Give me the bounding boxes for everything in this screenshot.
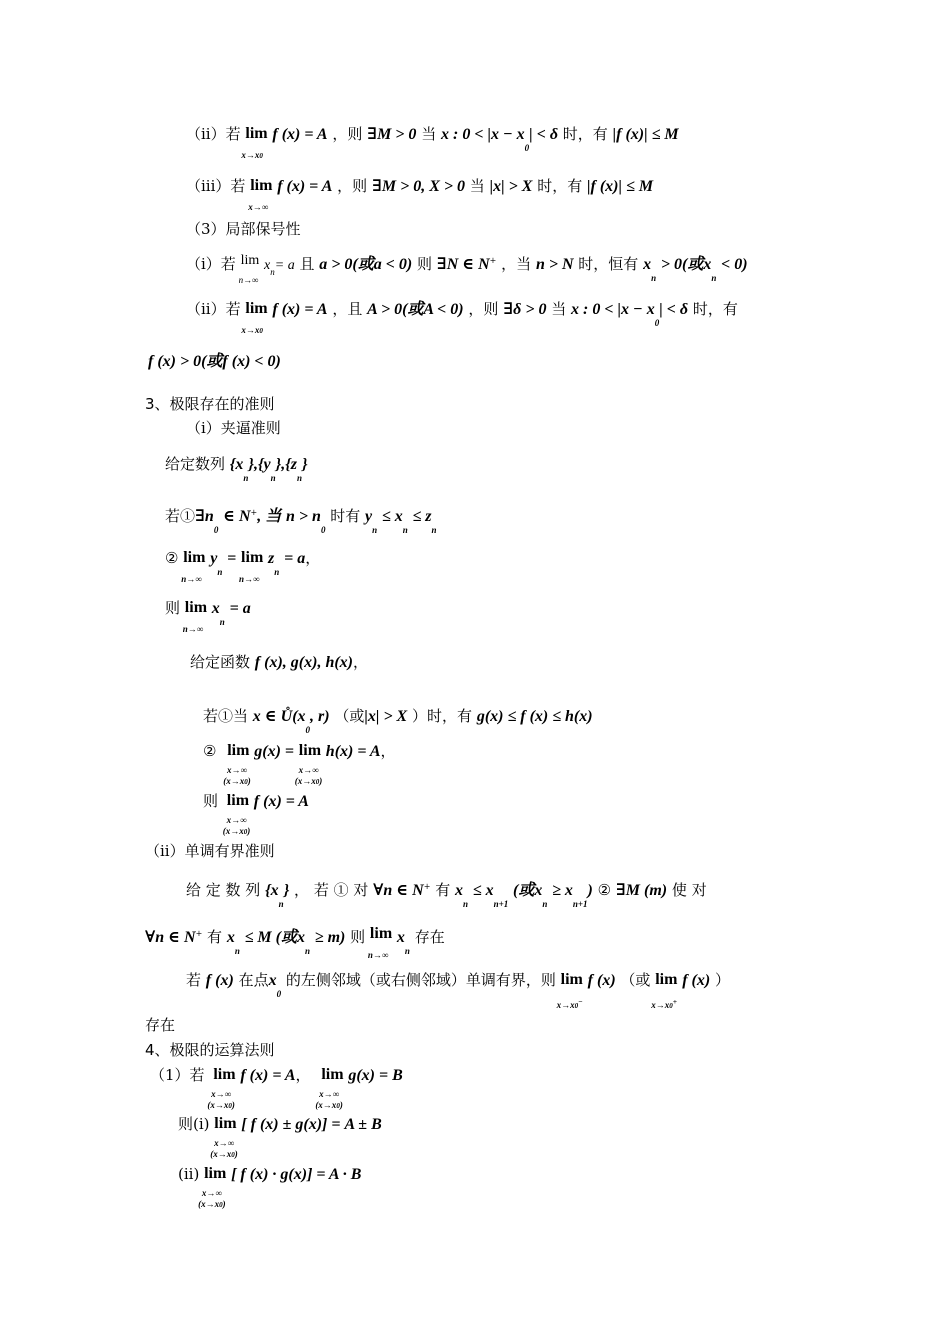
line-monotone-bound xyxy=(145,924,445,960)
expr: ) xyxy=(587,882,593,899)
lim-n-inf: lim n→∞ xyxy=(367,925,393,960)
lim-n-inf: lim n→∞ xyxy=(239,549,264,584)
text: ） xyxy=(714,971,730,989)
expr: A > 0(或A < 0) xyxy=(367,301,464,318)
lim-n-inf: lim n→∞ xyxy=(182,599,208,634)
expr: n > N xyxy=(535,256,574,273)
text: 时有 xyxy=(330,507,361,525)
expr: ∃N ∈ N xyxy=(436,256,490,273)
lim-x-x0: lim x→x0 xyxy=(241,125,268,160)
expr: , 当 xyxy=(257,508,282,525)
lim-x-inf-or-x0: lim x→∞ (x→x0) xyxy=(198,1165,227,1209)
text: ， xyxy=(305,549,321,567)
expr: n > n xyxy=(286,508,321,525)
text: 的左侧邻域（或右侧邻域）单调有界，则 xyxy=(285,971,556,989)
expr: f (x) xyxy=(205,972,234,989)
expr: |x| > X xyxy=(364,708,408,725)
expr: ≤ x xyxy=(381,508,403,525)
subscript: n xyxy=(278,899,284,909)
superscript: + xyxy=(195,929,203,938)
subscript: n xyxy=(462,899,468,909)
subscript: n xyxy=(297,473,303,483)
expr: > 0(或x xyxy=(660,256,712,273)
line-ii-bounded xyxy=(186,124,679,160)
lim-x-inf-or-x0: lim x→∞ (x→x0) xyxy=(294,742,323,786)
subheading-squeeze: （i）夹逼准则 xyxy=(186,419,281,437)
text: （或 xyxy=(620,971,651,989)
text: 有 xyxy=(207,928,223,946)
text: 则 xyxy=(203,792,219,810)
text: ，则 xyxy=(332,125,363,143)
expr: ∃M > 0 xyxy=(367,126,417,143)
expr: x xyxy=(396,929,405,946)
expr: x xyxy=(211,600,220,617)
text: ，当 xyxy=(501,255,532,273)
text: 有 xyxy=(435,881,451,899)
expr: f (x), g(x), h(x) xyxy=(254,654,353,671)
lim-right: lim x→x0+ xyxy=(651,971,678,1010)
expr: = a xyxy=(229,600,251,617)
subscript: 0 xyxy=(320,525,326,535)
line-squeeze-cond-1 xyxy=(165,503,437,535)
line-rule-product xyxy=(178,1164,362,1209)
expr: [ f (x) · g(x)] = A · B xyxy=(231,1166,362,1183)
text: 且 xyxy=(299,255,315,273)
text: 时，有 xyxy=(562,125,608,143)
subscript: n xyxy=(219,617,225,627)
text: ， 若 ① 对 xyxy=(294,881,369,899)
subheading-monotone-bounded: （ii）单调有界准则 xyxy=(145,842,275,860)
subscript: 0 xyxy=(276,989,282,999)
lim-x-inf-or-x0: lim x→∞ (x→x0) xyxy=(315,1066,344,1110)
expr: x xyxy=(454,882,463,899)
expr: ≥ x xyxy=(552,882,573,899)
expr: f (x) = A xyxy=(272,126,328,143)
expr: y xyxy=(210,550,218,567)
expr: g(x) ≤ f (x) ≤ h(x) xyxy=(476,708,593,725)
superscript: + xyxy=(489,256,497,265)
subscript: n xyxy=(404,946,410,956)
expr: ≤ z xyxy=(412,508,432,525)
text: ② xyxy=(165,549,179,567)
subscript: n xyxy=(270,267,275,277)
expr: x xyxy=(643,256,652,273)
expr: ≥ m) xyxy=(314,929,346,946)
subscript: 0 xyxy=(305,725,311,735)
line-squeeze-cond-2 xyxy=(165,548,321,584)
expr: | < δ xyxy=(529,126,559,143)
expr: f (x) = A xyxy=(272,301,328,318)
line-monotone-cond xyxy=(186,877,707,909)
text: 给定数列 xyxy=(165,455,226,473)
expr: = a xyxy=(284,550,306,567)
lim-n-inf: lim n→∞ xyxy=(181,549,206,584)
expr: g(x) = B xyxy=(348,1067,403,1084)
label: （ii）若 xyxy=(186,300,241,318)
section-local-sign: （3）局部保号性 xyxy=(186,220,301,238)
expr: (或x xyxy=(512,882,543,899)
text: 时，有 xyxy=(692,300,738,318)
line-rules-given xyxy=(150,1065,403,1110)
expr: |x| > X xyxy=(489,178,533,195)
heading-3-criteria: 3、极限存在的准则 xyxy=(145,395,275,413)
expr: = a xyxy=(274,258,295,273)
text: ，则 xyxy=(337,177,368,195)
line-rule-sum xyxy=(178,1114,382,1159)
line-func-squeeze-cond-1 xyxy=(203,706,593,735)
expr: f (x) xyxy=(587,972,616,989)
expr: ∃M (m) xyxy=(615,882,668,899)
expr: ≤ M (或x xyxy=(244,929,305,946)
expr: ∈ N xyxy=(223,508,251,525)
subscript: n xyxy=(304,946,310,956)
text: 则(i) xyxy=(178,1115,210,1133)
line-squeeze-result xyxy=(165,598,251,634)
subscript: n xyxy=(217,567,223,577)
expr: = xyxy=(227,550,237,567)
text: 当 xyxy=(551,300,567,318)
text: 则 xyxy=(416,255,432,273)
expr: a > 0(或a < 0) xyxy=(319,256,413,273)
line-exists: 存在 xyxy=(145,1016,176,1034)
expr: } xyxy=(283,882,290,899)
text: 给 定 数 列 xyxy=(186,881,261,899)
label: （iii）若 xyxy=(186,177,246,195)
line-one-sided-limit xyxy=(186,970,730,1010)
expr: x xyxy=(264,258,271,273)
superscript: + xyxy=(423,882,431,891)
expr: x ∈ Ů(x xyxy=(252,708,306,725)
text: 在点 xyxy=(238,971,269,989)
subscript: n+1 xyxy=(493,899,509,909)
subscript: n xyxy=(372,525,378,535)
text: （或 xyxy=(334,707,365,725)
expr: f (x) xyxy=(682,972,711,989)
expr: ∀n ∈ N xyxy=(373,882,424,899)
text: ，且 xyxy=(332,300,363,318)
text: ② xyxy=(203,742,217,760)
expr: f (x) = A xyxy=(253,793,309,810)
expr: {x xyxy=(265,882,279,899)
expr: },{z xyxy=(275,456,298,473)
label: （ii）若 xyxy=(186,125,241,143)
expr: h(x) = A xyxy=(325,743,381,760)
expr: ∃M > 0, X > 0 xyxy=(371,178,465,195)
subscript: 0 xyxy=(654,318,660,328)
expr: g(x) = xyxy=(254,743,295,760)
expr: f (x) = A xyxy=(240,1067,296,1084)
text: 若①当 xyxy=(203,707,249,725)
expr: ∃δ > 0 xyxy=(503,301,547,318)
lim-x-inf-or-x0: lim x→∞ (x→x0) xyxy=(210,1115,238,1159)
line-func-squeeze-result xyxy=(203,791,309,836)
expr: x xyxy=(226,929,235,946)
lim-n-inf: lim n→∞ xyxy=(238,253,260,285)
expr: f (x) = A xyxy=(277,178,333,195)
subscript: n xyxy=(711,273,717,283)
text: (ii) xyxy=(178,1165,200,1183)
line-f-sign: f (x) > 0(或f (x) < 0) xyxy=(148,353,281,370)
text: 则 xyxy=(165,599,181,617)
expr: y xyxy=(365,508,373,525)
expr: ∀n ∈ N xyxy=(145,929,196,946)
subscript: n xyxy=(270,473,276,483)
superscript: + xyxy=(250,508,258,517)
line-ii-function-sign xyxy=(186,299,738,335)
text: ）时，有 xyxy=(412,707,473,725)
heading-4-rules: 4、极限的运算法则 xyxy=(145,1041,275,1059)
text: ， xyxy=(353,653,369,671)
expr: x : 0 < |x − x xyxy=(441,126,525,143)
subscript: n xyxy=(651,273,657,283)
text: 当 xyxy=(421,125,437,143)
expr: |f (x)| ≤ M xyxy=(587,178,654,195)
text: 时，恒有 xyxy=(578,255,639,273)
label: （i）若 xyxy=(186,255,236,273)
line-given-functions xyxy=(190,652,368,673)
text: ， xyxy=(380,742,396,760)
text: 时，有 xyxy=(537,177,583,195)
lim-x-inf-or-x0: lim x→∞ (x→x0) xyxy=(223,742,251,786)
expr: |f (x)| ≤ M xyxy=(612,126,679,143)
expr: | < δ xyxy=(659,301,689,318)
subscript: n xyxy=(274,567,280,577)
lim-x-inf-or-x0: lim x→∞ (x→x0) xyxy=(207,1066,236,1110)
text: 给定函数 xyxy=(190,653,251,671)
lim-x-inf-or-x0: lim x→∞ (x→x0) xyxy=(222,792,251,836)
expr: },{y xyxy=(248,456,271,473)
subscript: n+1 xyxy=(572,899,588,909)
expr: } xyxy=(302,456,308,473)
expr: z xyxy=(268,550,275,567)
text: ② xyxy=(597,881,612,899)
subscript: n xyxy=(234,946,240,956)
subscript: n xyxy=(402,525,408,535)
line-func-squeeze-cond-2 xyxy=(203,741,396,786)
expr: ≤ x xyxy=(472,882,494,899)
text: ，则 xyxy=(468,300,499,318)
subscript: n xyxy=(243,473,249,483)
text: 存在 xyxy=(414,928,445,946)
line-iii-bounded xyxy=(186,176,654,212)
text: 使 对 xyxy=(671,881,707,899)
expr: , r) xyxy=(310,708,330,725)
subscript: 0 xyxy=(213,525,219,535)
expr: < 0) xyxy=(721,256,748,273)
text: （1）若 xyxy=(150,1066,205,1084)
text: 若① xyxy=(165,507,196,525)
text: 则 xyxy=(350,928,366,946)
subscript: n xyxy=(431,525,437,535)
line-given-sequences xyxy=(165,454,308,483)
expr: x xyxy=(268,972,277,989)
lim-x-inf: lim x→∞ xyxy=(248,177,273,212)
lim-left: lim x→x0− xyxy=(556,971,583,1010)
text: 若 xyxy=(186,971,202,989)
expr: x : 0 < |x − x xyxy=(571,301,655,318)
text: ， xyxy=(295,1066,311,1084)
expr: ∃n xyxy=(195,508,214,525)
line-i-sequence-sign xyxy=(186,251,748,285)
expr: {x xyxy=(229,456,244,473)
lim-x-x0: lim x→x0 xyxy=(241,300,268,335)
subscript: 0 xyxy=(524,143,530,153)
subscript: n xyxy=(542,899,548,909)
expr: [ f (x) ± g(x)] = A ± B xyxy=(241,1116,382,1133)
text: 当 xyxy=(469,177,485,195)
